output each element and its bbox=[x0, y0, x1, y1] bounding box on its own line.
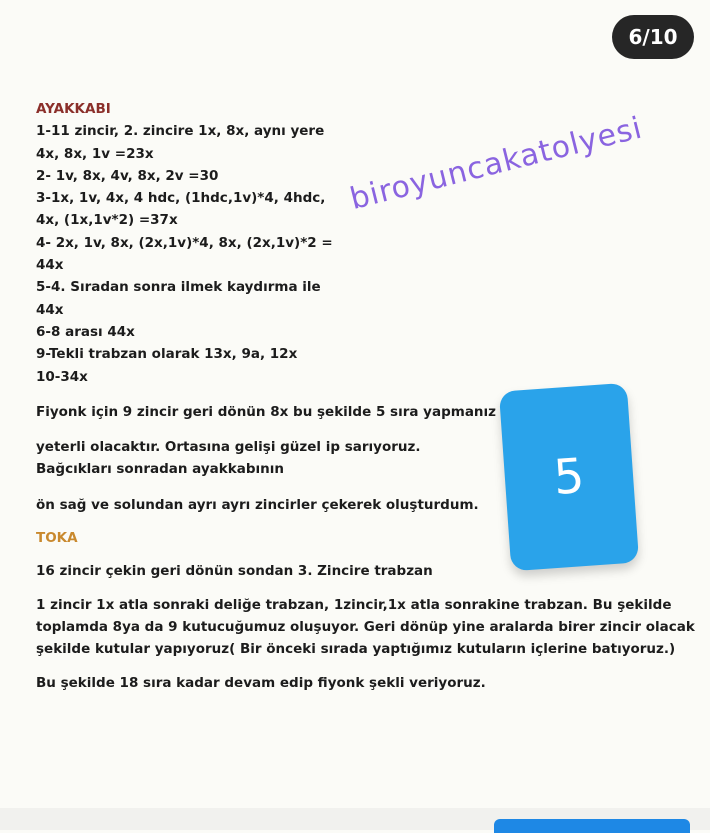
watermark-text: biroyuncakatolyesi bbox=[346, 110, 647, 217]
toka-paragraph-line: 1 zincir 1x atla sonraki deliğe trabzan, 1zincir,1x atla sonrakine trabzan. Bu şekilde bbox=[36, 596, 672, 613]
pattern-row: 4x, 8x, 1v =23x bbox=[36, 145, 154, 162]
fiyonk-text-line: Fiyonk için 9 zincir geri dönün 8x bu şekilde 5 sıra yapmanız bbox=[36, 403, 497, 420]
pattern-row: 6-8 arası 44x bbox=[36, 323, 135, 340]
pattern-row: 44x bbox=[36, 257, 64, 274]
pattern-row: 3-1x, 1v, 4x, 4 hdc, (1hdc,1v)*4, 4hdc, bbox=[36, 190, 326, 207]
section-heading-ayakkabi: AYAKKABI bbox=[36, 101, 111, 117]
pattern-row: 9-Tekli trabzan olarak 13x, 9a, 12x bbox=[36, 346, 298, 363]
pattern-row: 2- 1v, 8x, 4v, 8x, 2v =30 bbox=[36, 167, 219, 184]
bottom-action-button[interactable] bbox=[494, 819, 690, 833]
toka-paragraph-line: toplamda 8ya da 9 kutucuğumuz oluşuyor. Geri dönüp yine aralarda birer zincir olacak bbox=[36, 618, 695, 635]
pattern-row: 4- 2x, 1v, 8x, (2x,1v)*4, 8x, (2x,1v)*2 = bbox=[36, 234, 333, 251]
step-number: 5 bbox=[551, 448, 587, 506]
pattern-row: 1-11 zincir, 2. zincire 1x, 8x, aynı yere bbox=[36, 123, 325, 140]
fiyonk-text-line: Bağcıkları sonradan ayakkabının bbox=[36, 461, 284, 478]
pattern-document bbox=[36, 98, 695, 694]
fiyonk-text-line: yeterli olacaktır. Ortasına gelişi güzel ip sarıyoruz. bbox=[36, 439, 421, 456]
pattern-row: 4x, (1x,1v*2) =37x bbox=[36, 212, 178, 229]
page-counter-badge: 6/10 bbox=[612, 15, 694, 59]
toka-paragraph-line: şekilde kutular yapıyoruz( Bir önceki sırada yaptığımız kutuların içlerine batıyoruz.) bbox=[36, 641, 676, 658]
toka-paragraph: Bu şekilde 18 sıra kadar devam edip fiyonk şekli veriyoruz. bbox=[36, 674, 486, 691]
fiyonk-text-line: ön sağ ve solundan ayrı ayrı zincirler çekerek oluşturdum. bbox=[36, 496, 479, 513]
pattern-row: 44x bbox=[36, 301, 64, 318]
pattern-row: 10-34x bbox=[36, 368, 88, 385]
section-heading-toka: TOKA bbox=[36, 530, 78, 547]
toka-paragraph: 16 zincir çekin geri dönün sondan 3. Zincire trabzan bbox=[36, 563, 433, 580]
pattern-row: 5-4. Sıradan sonra ilmek kaydırma ile bbox=[36, 279, 321, 296]
